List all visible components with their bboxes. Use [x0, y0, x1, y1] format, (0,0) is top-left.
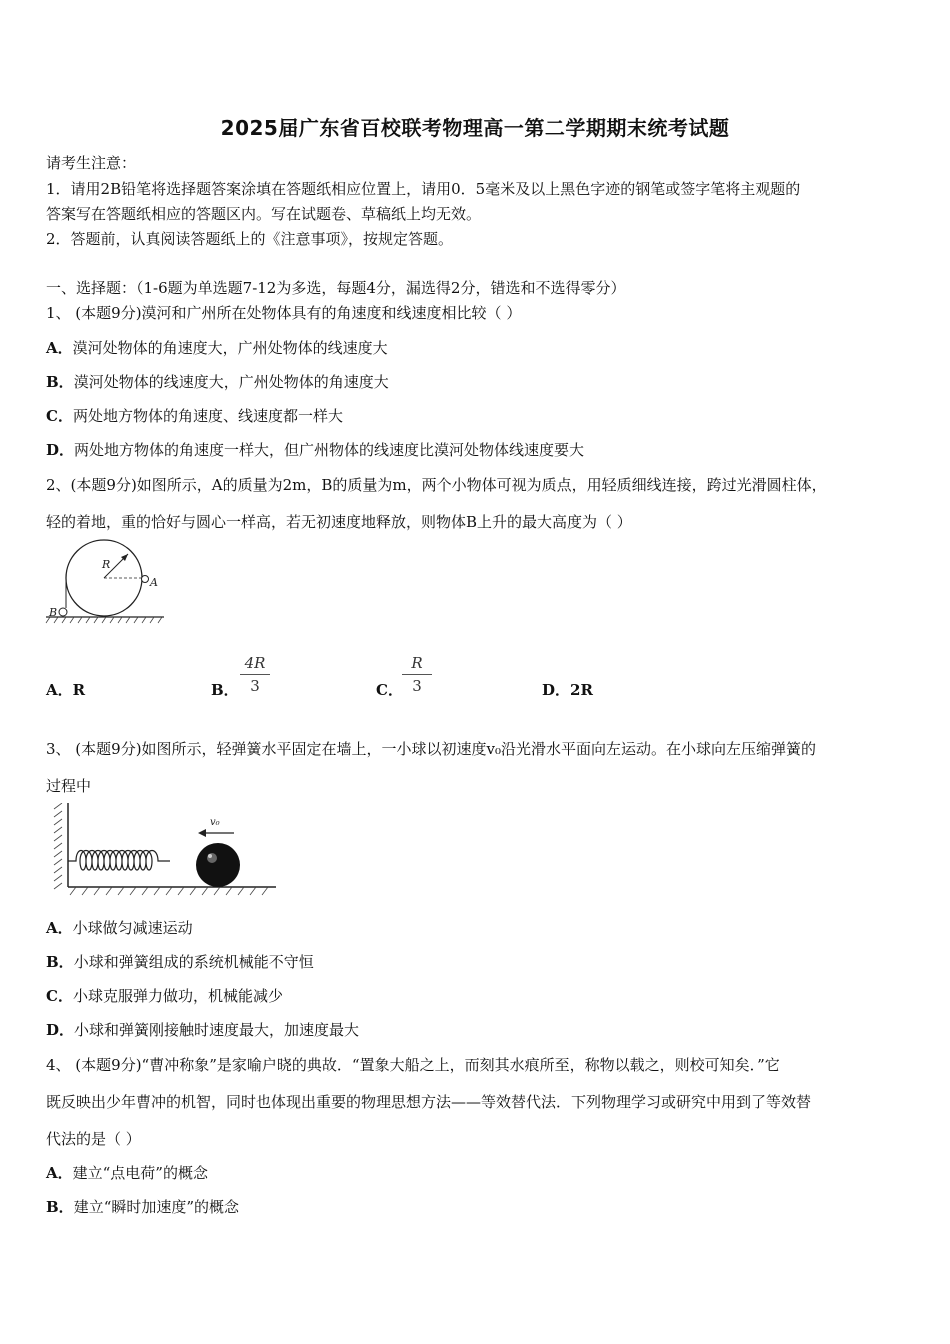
q3-option-b: B．小球和弹簧组成的系统机械能不守恒 [46, 953, 314, 971]
q2-option-c: C． [376, 681, 403, 699]
q2-stem-line-1: 2、(本题9分)如图所示，A的质量为2m，B的质量为m，两个小物体可视为质点，用轻质细线连接，跨过光滑圆柱体， [46, 476, 827, 494]
point-a-label: A [150, 576, 158, 589]
q3-option-d: D．小球和弹簧刚接触时速度最大，加速度最大 [46, 1021, 360, 1039]
q1-option-b: B．漠河处物体的线速度大，广州处物体的角速度大 [46, 373, 389, 391]
q1-option-d: D．两处地方物体的角速度一样大，但广州物体的线速度比漠河处物体线速度要大 [46, 441, 585, 459]
notice-line-2: 答案写在答题纸相应的答题区内。写在试题卷、草稿纸上均无效。 [46, 205, 482, 223]
q4-stem-line-2: 既反映出少年曹冲的机智，同时也体现出重要的物理思想方法——等效替代法．下列物理学习或研究中用到了等效替 [46, 1093, 812, 1111]
q4-option-a: A．建立“点电荷”的概念 [46, 1164, 208, 1182]
page-title: 2025届广东省百校联考物理高一第二学期期末统考试题 [220, 116, 730, 140]
q3-spring-figure [52, 803, 280, 899]
q4-stem-line-3: 代法的是（ ） [46, 1130, 141, 1148]
notice-heading: 请考生注意： [46, 154, 137, 172]
q3-option-c: C．小球克服弹力做功，机械能减少 [46, 987, 283, 1005]
q1-option-a: A．漠河处物体的角速度大，广州处物体的线速度大 [46, 339, 388, 357]
q2-cylinder-figure [44, 538, 168, 628]
notice-line-1: 1．请用2B铅笔将选择题答案涂填在答题纸相应位置上，请用0．5毫米及以上黑色字迹的钢笔或签字笔将主观题的 [46, 180, 801, 198]
q2-option-b: B． [211, 681, 239, 699]
velocity-label: v₀ [210, 817, 220, 828]
q1-option-c: C．两处地方物体的角速度、线速度都一样大 [46, 407, 343, 425]
notice-line-3: 2．答题前，认真阅读答题纸上的《注意事项》，按规定答题。 [46, 230, 454, 248]
q3-stem-line-2: 过程中 [46, 777, 92, 795]
point-b-label: B [49, 606, 58, 619]
section-heading: 一、选择题：（1-6题为单选题7-12为多选，每题4分，漏选得2分，错选和不选得零分） [46, 279, 626, 297]
q2-stem-line-2: 轻的着地，重的恰好与圆心一样高，若无初速度地释放，则物体B上升的最大高度为（ ） [46, 513, 632, 531]
q2-option-c-fraction: $\frac{R}{3}$ [402, 654, 432, 695]
q4-option-b: B．建立“瞬时加速度”的概念 [46, 1198, 240, 1216]
radius-label: R [102, 558, 111, 571]
q3-option-a: A．小球做匀减速运动 [46, 919, 193, 937]
q2-option-a: A．R [46, 681, 86, 699]
q3-stem-line-1: 3、 (本题9分)如图所示，轻弹簧水平固定在墙上，一小球以初速度v₀沿光滑水平面向左运动。在小球向左压缩弹簧的 [46, 740, 817, 758]
q1-stem: 1、 (本题9分)漠河和广州所在处物体具有的角速度和线速度相比较（ ） [46, 304, 522, 322]
q4-stem-line-1: 4、 (本题9分)“曹冲称象”是家喻户晓的典故．“置象大船之上，而刻其水痕所至，称物以载之，则校可知矣．”它 [46, 1056, 780, 1074]
q2-option-b-fraction: $\frac{4R}{3}$ [240, 654, 270, 695]
q2-option-d: D．2R [542, 681, 593, 699]
